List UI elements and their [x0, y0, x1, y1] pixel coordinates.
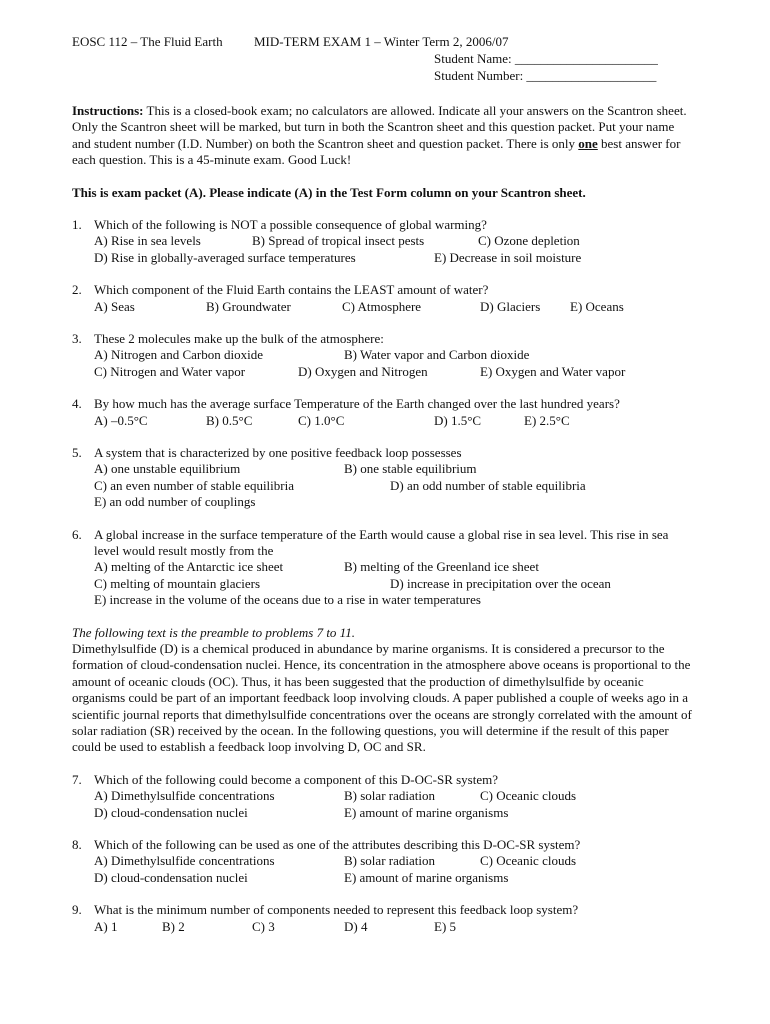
answer-option: A) Dimethylsulfide concentrations: [94, 788, 275, 804]
answer-option: B) one stable equilibrium: [344, 461, 477, 477]
question-number: 3.: [72, 331, 82, 347]
answer-option: C) Ozone depletion: [478, 233, 580, 249]
question-9: [72, 902, 692, 935]
exam-page: [72, 34, 692, 935]
student-number-line: Student Number: ____________________: [434, 68, 657, 83]
answer-option: A) –0.5°C: [94, 412, 148, 428]
question-text: Which of the following can be used as one of the attributes describing this D-OC-SR system?: [94, 837, 581, 852]
question-number: 6.: [72, 526, 82, 542]
option-row: [94, 478, 692, 494]
option-row: [94, 788, 692, 804]
question-number: 7.: [72, 771, 82, 787]
answer-option: E) an odd number of couplings: [94, 494, 256, 510]
exam-header: [72, 34, 692, 84]
answer-option: D) Oxygen and Nitrogen: [298, 363, 428, 379]
instructions-emphasis: one: [578, 135, 598, 151]
answer-option: C) 1.0°C: [298, 412, 345, 428]
answer-option: B) solar radiation: [344, 788, 435, 804]
answer-options: [94, 347, 692, 380]
question-number: 1.: [72, 217, 82, 233]
question-4: [72, 396, 692, 429]
question-number: 9.: [72, 902, 82, 918]
answer-option: C) an even number of stable equilibria: [94, 477, 294, 493]
question-text: These 2 molecules make up the bulk of the atmosphere:: [94, 331, 384, 347]
answer-option: A) Seas: [94, 298, 135, 314]
answer-option: A) melting of the Antarctic ice sheet: [94, 559, 284, 575]
option-row: [94, 870, 692, 886]
answer-option: E) 2.5°C: [524, 412, 570, 428]
instructions-label: Instructions:: [72, 103, 144, 118]
option-row: [94, 347, 692, 363]
option-row: [94, 413, 692, 429]
question-3: [72, 331, 692, 380]
answer-option: D) 1.5°C: [434, 412, 482, 428]
answer-option: E) amount of marine organisms: [344, 804, 509, 820]
option-row: [94, 576, 692, 592]
answer-option: B) solar radiation: [344, 853, 435, 869]
answer-option: B) Water vapor and Carbon dioxide: [344, 347, 530, 363]
option-row: [94, 494, 692, 510]
answer-option: D) an odd number of stable equilibria: [390, 477, 586, 493]
option-row: [94, 250, 692, 266]
answer-option: C) Oceanic clouds: [480, 788, 577, 804]
answer-option: B) Spread of tropical insect pests: [252, 233, 425, 249]
exam-title: MID-TERM EXAM 1 – Winter Term 2, 2006/07: [254, 34, 509, 49]
question-number: 2.: [72, 282, 82, 298]
answer-option: C) Oceanic clouds: [480, 853, 577, 869]
answer-option: A) Nitrogen and Carbon dioxide: [94, 347, 263, 363]
question-number: 5.: [72, 445, 82, 460]
option-row: [94, 299, 692, 315]
answer-option: E) Oxygen and Water vapor: [480, 363, 626, 379]
question-text: By how much has the average surface Temperature of the Earth changed over the last hundred years?: [94, 396, 620, 412]
option-row: [94, 233, 692, 249]
answer-option: D) cloud-condensation nuclei: [94, 869, 248, 885]
question-1: [72, 217, 692, 266]
answer-options: [94, 413, 692, 429]
answer-option: D) 4: [344, 918, 368, 934]
question-text: Which of the following could become a component of this D-OC-SR system?: [94, 771, 499, 787]
question-text: What is the minimum number of components needed to represent this feedback loop system?: [94, 902, 579, 918]
option-row: [94, 559, 692, 575]
option-row: [94, 853, 692, 869]
question-list-2: [72, 772, 692, 935]
answer-option: D) increase in precipitation over the ocean: [390, 575, 611, 591]
preamble-text: Dimethylsulfide (D) is a chemical produced in abundance by marine organisms. It is considered a precursor to the formation of cloud-condensation nuclei. Hence, its concentration in the atmosphere above oceans is proportional to the amount of oceanic clouds (OC). Thus, it has been suggested that the production of dimethylsulfide by oceanic organisms could be part of an important feedback loop involving clouds. A paper published a couple of weeks ago in a scientific journal reports that dimethylsulfide concentrations over the oceans are strongly correlated with the amount of solar radiation (SR) received by the ocean. In the following questions, you will determine if the result of this paper could be used to establish a feedback loop involving D, OC and SR.: [72, 640, 692, 755]
answer-option: E) Oceans: [570, 298, 624, 314]
option-row: [94, 364, 692, 380]
question-5: [72, 445, 692, 511]
answer-option: E) amount of marine organisms: [344, 869, 509, 885]
question-number: 8.: [72, 837, 82, 852]
option-row: [94, 461, 692, 477]
option-row: [94, 805, 692, 821]
answer-option: A) Rise in sea levels: [94, 233, 201, 249]
answer-option: C) 3: [252, 918, 275, 934]
course-title: EOSC 112 – The Fluid Earth: [72, 34, 223, 49]
question-text: A system that is characterized by one positive feedback loop possesses: [94, 445, 462, 460]
answer-option: B) 0.5°C: [206, 412, 253, 428]
question-text: Which of the following is NOT a possible consequence of global warming?: [94, 217, 487, 233]
answer-option: B) 2: [162, 918, 185, 934]
answer-options: [94, 233, 692, 266]
answer-option: A) 1: [94, 918, 118, 934]
option-row: [94, 592, 692, 608]
question-list-1: [72, 217, 692, 609]
answer-option: C) melting of mountain glaciers: [94, 575, 261, 591]
answer-option: E) increase in the volume of the oceans due to a rise in water temperatures: [94, 592, 481, 608]
question-number: 4.: [72, 396, 82, 412]
answer-option: D) cloud-condensation nuclei: [94, 804, 248, 820]
question-6: [72, 527, 692, 609]
answer-option: D) Rise in globally-averaged surface temperatures: [94, 249, 356, 265]
answer-option: B) melting of the Greenland ice sheet: [344, 559, 539, 575]
answer-option: D) Glaciers: [480, 298, 541, 314]
student-name-line: Student Name: ______________________: [434, 51, 658, 66]
instructions-text-1: This is a closed-book exam; no calculators are allowed. Indicate all your answers on the Scantron sheet. Only the Scantron sheet will be marked, but turn in both the Scantron sheet and this question packet. Put your name and student number (I.D. Number) on both the Scantron sheet and question packet. There is only: [72, 103, 687, 151]
answer-option: C) Nitrogen and Water vapor: [94, 363, 246, 379]
question-2: [72, 282, 692, 315]
option-row: [94, 919, 692, 935]
answer-option: C) Atmosphere: [342, 298, 422, 314]
answer-option: B) Groundwater: [206, 298, 291, 314]
answer-options: [94, 919, 692, 935]
answer-options: [94, 559, 692, 608]
question-text: A global increase in the surface temperature of the Earth would cause a global rise in sea level. This rise in sea level would result mostly from the: [94, 526, 669, 558]
question-7: [72, 772, 692, 821]
answer-option: A) one unstable equilibrium: [94, 461, 241, 477]
answer-options: [94, 853, 692, 886]
packet-note: This is exam packet (A). Please indicate (A) in the Test Form column on your Scantron sheet.: [72, 184, 586, 200]
answer-option: A) Dimethylsulfide concentrations: [94, 853, 275, 869]
instructions: [72, 103, 692, 169]
answer-option: E) 5: [434, 918, 457, 934]
answer-options: [94, 299, 692, 315]
answer-options: [94, 788, 692, 821]
answer-option: E) Decrease in soil moisture: [434, 249, 582, 265]
question-text: Which component of the Fluid Earth contains the LEAST amount of water?: [94, 282, 489, 298]
answer-options: [94, 461, 692, 510]
question-8: [72, 837, 692, 886]
instructions-text-2: best answer for each question. This is a 45-minute exam. Good Luck!: [72, 135, 681, 168]
preamble-title: The following text is the preamble to problems 7 to 11.: [72, 624, 355, 640]
